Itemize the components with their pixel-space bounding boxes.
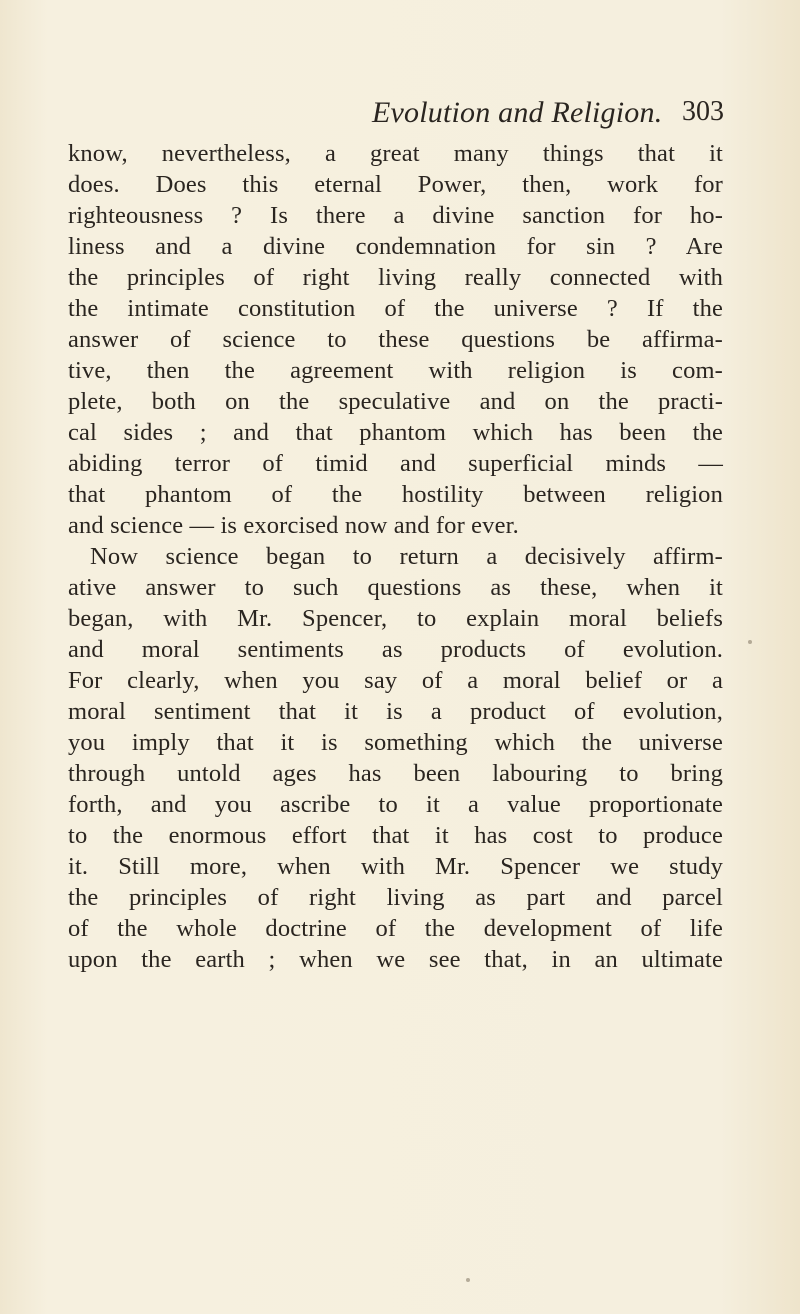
text-line: upon the earth ; when we see that, in an ultimate <box>68 946 723 973</box>
running-title: Evolution and Religion. <box>372 96 663 129</box>
text-line: know, nevertheless, a great many things that it <box>68 140 723 167</box>
text-line: and moral sentiments as products of evolution. <box>68 636 723 663</box>
text-line: to the enormous effort that it has cost to produce <box>68 822 723 849</box>
text-line: Now science began to return a decisively affirm- <box>90 543 723 570</box>
text-line: the intimate constitution of the universe ? If the <box>68 295 723 322</box>
text-line: of the whole doctrine of the development of life <box>68 915 723 942</box>
text-line: ative answer to such questions as these, when it <box>68 574 723 601</box>
text-line: and science — is exorcised now and for ever. <box>68 512 519 539</box>
body-text <box>68 138 723 975</box>
text-line: abiding terror of timid and superficial minds — <box>68 450 723 477</box>
text-line: does. Does this eternal Power, then, work for <box>68 171 723 198</box>
text-line: the principles of right living really connected with <box>68 264 723 291</box>
text-line: moral sentiment that it is a product of evolution, <box>68 698 723 725</box>
text-line: through untold ages has been labouring to bring <box>68 760 723 787</box>
page-header <box>0 96 800 136</box>
text-line: For clearly, when you say of a moral belief or a <box>68 667 723 694</box>
text-line: forth, and you ascribe to it a value proportionate <box>68 791 723 818</box>
text-line: plete, both on the speculative and on the practi- <box>68 388 723 415</box>
ink-speck <box>748 640 752 644</box>
text-line: liness and a divine condemnation for sin ? Are <box>68 233 723 260</box>
page-number: 303 <box>682 96 724 127</box>
text-line: righteousness ? Is there a divine sanction for ho- <box>68 202 723 229</box>
text-line: it. Still more, when with Mr. Spencer we study <box>68 853 723 880</box>
text-line: that phantom of the hostility between religion <box>68 481 723 508</box>
text-line: you imply that it is something which the universe <box>68 729 723 756</box>
text-line: cal sides ; and that phantom which has been the <box>68 419 723 446</box>
text-line: began, with Mr. Spencer, to explain moral beliefs <box>68 605 723 632</box>
text-line: the principles of right living as part and parcel <box>68 884 723 911</box>
ink-speck <box>466 1278 470 1282</box>
text-line: answer of science to these questions be affirma- <box>68 326 723 353</box>
text-line: tive, then the agreement with religion is com- <box>68 357 723 384</box>
